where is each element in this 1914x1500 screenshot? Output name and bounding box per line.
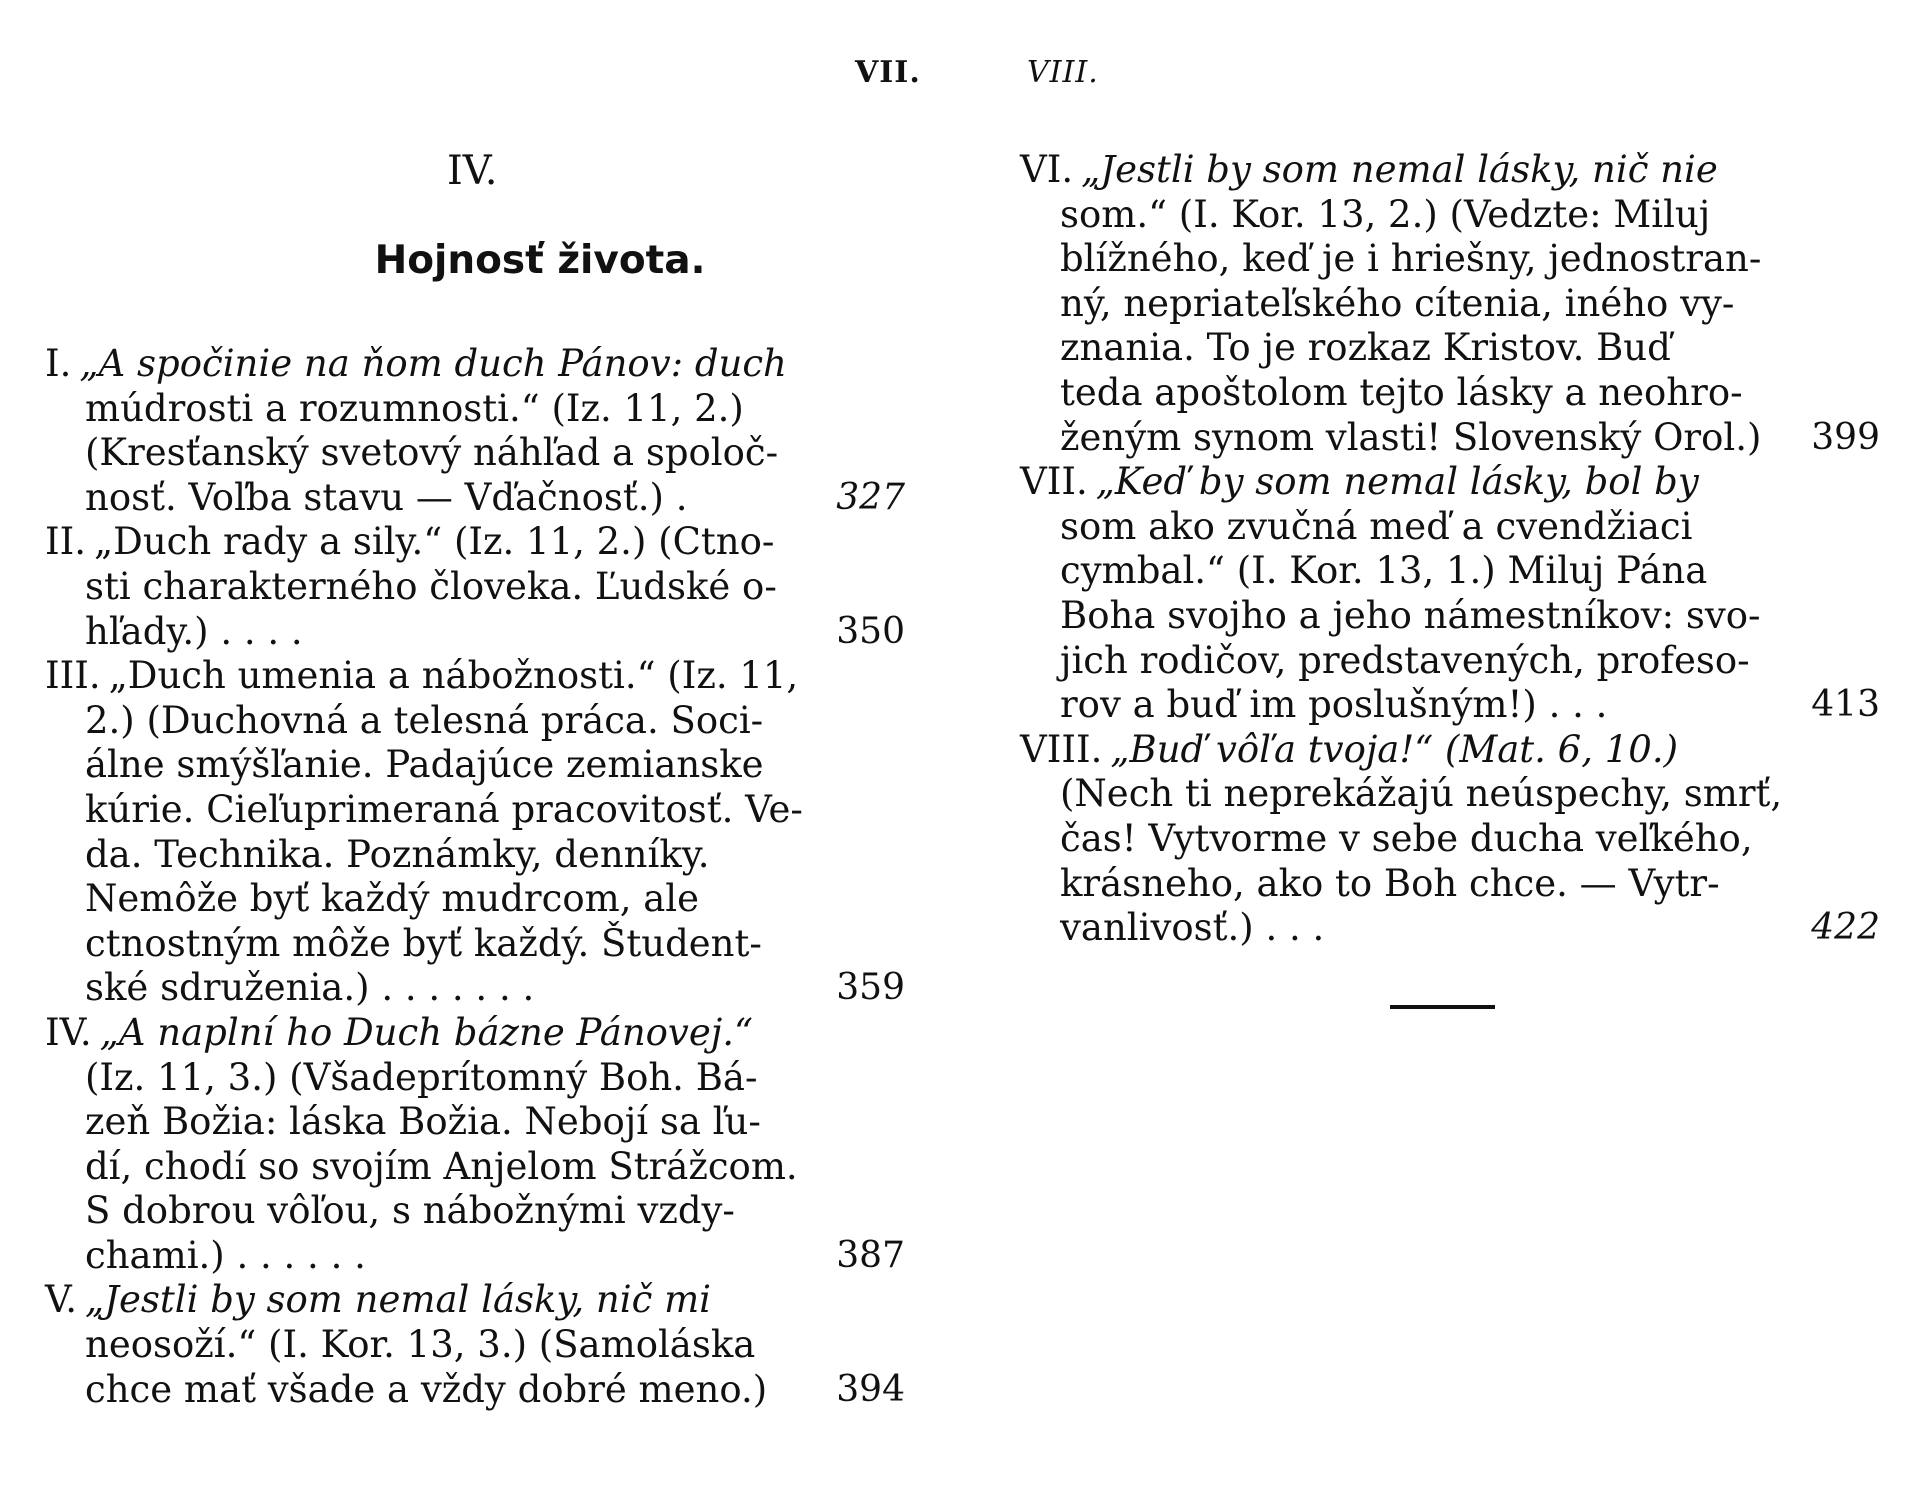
entry-title: „Duch umenia a nábožnosti.“ (Iz. 11, <box>108 654 799 698</box>
entry-first-line <box>45 654 815 699</box>
page-number: 327 <box>836 476 905 518</box>
toc-entry-3 <box>45 654 905 1011</box>
page-number: 359 <box>836 967 905 1009</box>
entry-title: „Duch rady a sily.“ (Iz. 11, 2.) (Ctno- <box>94 520 775 564</box>
entry-line: ctnostným môže byť každý. Študent- <box>85 921 762 965</box>
toc-entry-4 <box>45 1011 905 1279</box>
entry-line: sti charakterného človeka. Ľudské o- <box>85 564 777 608</box>
entry-first-line <box>45 1011 815 1056</box>
entry-line: ské sdruženia.) . . . . . . . <box>85 966 535 1010</box>
entry-number: I. <box>45 342 72 385</box>
entry-line: chce mať všade a vždy dobré meno.) <box>85 1367 768 1411</box>
entry-line: (Iz. 11, 3.) (Všadeprítomný Boh. Bá- <box>85 1055 758 1099</box>
entry-title: „A spočinie na ňom duch Pánov: duch <box>79 342 787 385</box>
page-number: 399 <box>1811 416 1880 458</box>
entry-line: (Kresťanský svetový náhľad a spoloč- <box>85 431 779 475</box>
entry-line: hľady.) . . . . <box>85 609 303 653</box>
entry-line: blížného, keď je i hriešny, jednostran- <box>1060 237 1762 281</box>
entry-number: VIII. <box>1020 727 1103 771</box>
entry-line: ný, nepriateľského cítenia, iného vy- <box>1060 281 1735 325</box>
entry-line: Boha svojho a jeho námestníkov: svo- <box>1060 593 1761 637</box>
entry-line: som ako zvučná meď a cvendžiaci <box>1060 504 1693 548</box>
entry-line: kúrie. Cieľuprimeraná pracovitosť. Ve- <box>85 787 803 831</box>
entry-line: álne smýšľanie. Padajúce zemianske <box>85 743 764 787</box>
chapter-number: IV. <box>447 148 498 194</box>
entry-number: III. <box>45 654 101 698</box>
page-number: 422 <box>1811 907 1880 949</box>
entry-line: čas! Vytvorme v sebe ducha veľkého, <box>1060 816 1753 860</box>
entry-line: chami.) . . . . . . <box>85 1233 366 1277</box>
entry-number: IV. <box>45 1010 92 1054</box>
toc-entry-5 <box>45 1278 905 1412</box>
entry-line: vanlivosť.) . . . <box>1060 906 1325 950</box>
folio-right: VIII. <box>1027 55 1099 90</box>
right-page <box>1020 0 1880 1500</box>
toc-entry-2 <box>45 520 905 654</box>
entry-line: teda apoštolom tejto lásky a neohro- <box>1060 370 1743 414</box>
entry-first-line <box>1020 460 1790 505</box>
entry-line: ženým synom vlasti! Slovenský Orol.) <box>1060 415 1762 459</box>
chapter-title: Hojnosť života. <box>374 238 706 283</box>
entry-first-line <box>1020 148 1790 193</box>
left-toc <box>45 342 905 1412</box>
entry-line: zeň Božia: láska Božia. Nebojí sa ľu- <box>85 1100 761 1144</box>
entry-number: VII. <box>1020 460 1088 504</box>
page-number: 387 <box>836 1234 905 1276</box>
entry-first-line <box>45 1278 815 1323</box>
folio-left: VII. <box>855 55 921 90</box>
entry-first-line <box>45 520 815 565</box>
entry-first-line <box>45 342 815 387</box>
entry-line: jich rodičov, predstavených, profeso- <box>1060 638 1750 682</box>
toc-entry-7 <box>1020 460 1880 728</box>
entry-first-line <box>1020 728 1790 773</box>
end-rule <box>1390 1005 1495 1009</box>
entry-title: „Keď by som nemal lásky, bol by <box>1095 460 1699 504</box>
entry-line: cymbal.“ (I. Kor. 13, 1.) Miluj Pána <box>1060 549 1708 593</box>
entry-title: „Buď vôľa tvoja!“ (Mat. 6, 10.) <box>1110 727 1679 771</box>
entry-line: múdrosti a rozumnosti.“ (Iz. 11, 2.) <box>85 386 744 430</box>
entry-line: (Nech ti neprekážajú neúspechy, smrť, <box>1060 772 1783 816</box>
entry-line: rov a buď im poslušným!) . . . <box>1060 683 1608 727</box>
toc-entry-6 <box>1020 148 1880 460</box>
page-number: 350 <box>836 610 905 652</box>
entry-number: VI. <box>1020 148 1074 191</box>
toc-entry-8 <box>1020 728 1880 951</box>
entry-line: 2.) (Duchovná a telesná práca. Soci- <box>85 698 764 742</box>
entry-number: V. <box>45 1278 78 1322</box>
entry-line: krásneho, ako to Boh chce. — Vytr- <box>1060 861 1720 905</box>
entry-title: „Jestli by som nemal lásky, nič mi <box>85 1278 711 1322</box>
right-toc <box>1020 148 1880 951</box>
entry-line: Nemôže byť každý mudrcom, ale <box>85 877 700 921</box>
entry-number: II. <box>45 520 86 564</box>
toc-entry-1 <box>45 342 905 520</box>
entry-line: nosť. Voľba stavu — Vďačnosť.) . <box>85 475 688 519</box>
entry-line: da. Technika. Poznámky, denníky. <box>85 832 710 876</box>
page-number: 413 <box>1811 684 1880 726</box>
entry-line: znania. To je rozkaz Kristov. Buď <box>1060 326 1671 370</box>
page-number: 394 <box>836 1368 905 1410</box>
left-page <box>45 0 905 1500</box>
entry-title: „A naplní ho Duch bázne Pánovej.“ <box>99 1010 753 1054</box>
entry-line: S dobrou vôľou, s nábožnými vzdy- <box>85 1189 735 1233</box>
entry-line: neosoží.“ (I. Kor. 13, 3.) (Samoláska <box>85 1323 756 1367</box>
entry-line: dí, chodí so svojím Anjelom Strážcom. <box>85 1144 798 1188</box>
entry-title: „Jestli by som nemal lásky, nič nie <box>1081 148 1718 191</box>
entry-line: som.“ (I. Kor. 13, 2.) (Vedzte: Miluj <box>1060 192 1711 236</box>
